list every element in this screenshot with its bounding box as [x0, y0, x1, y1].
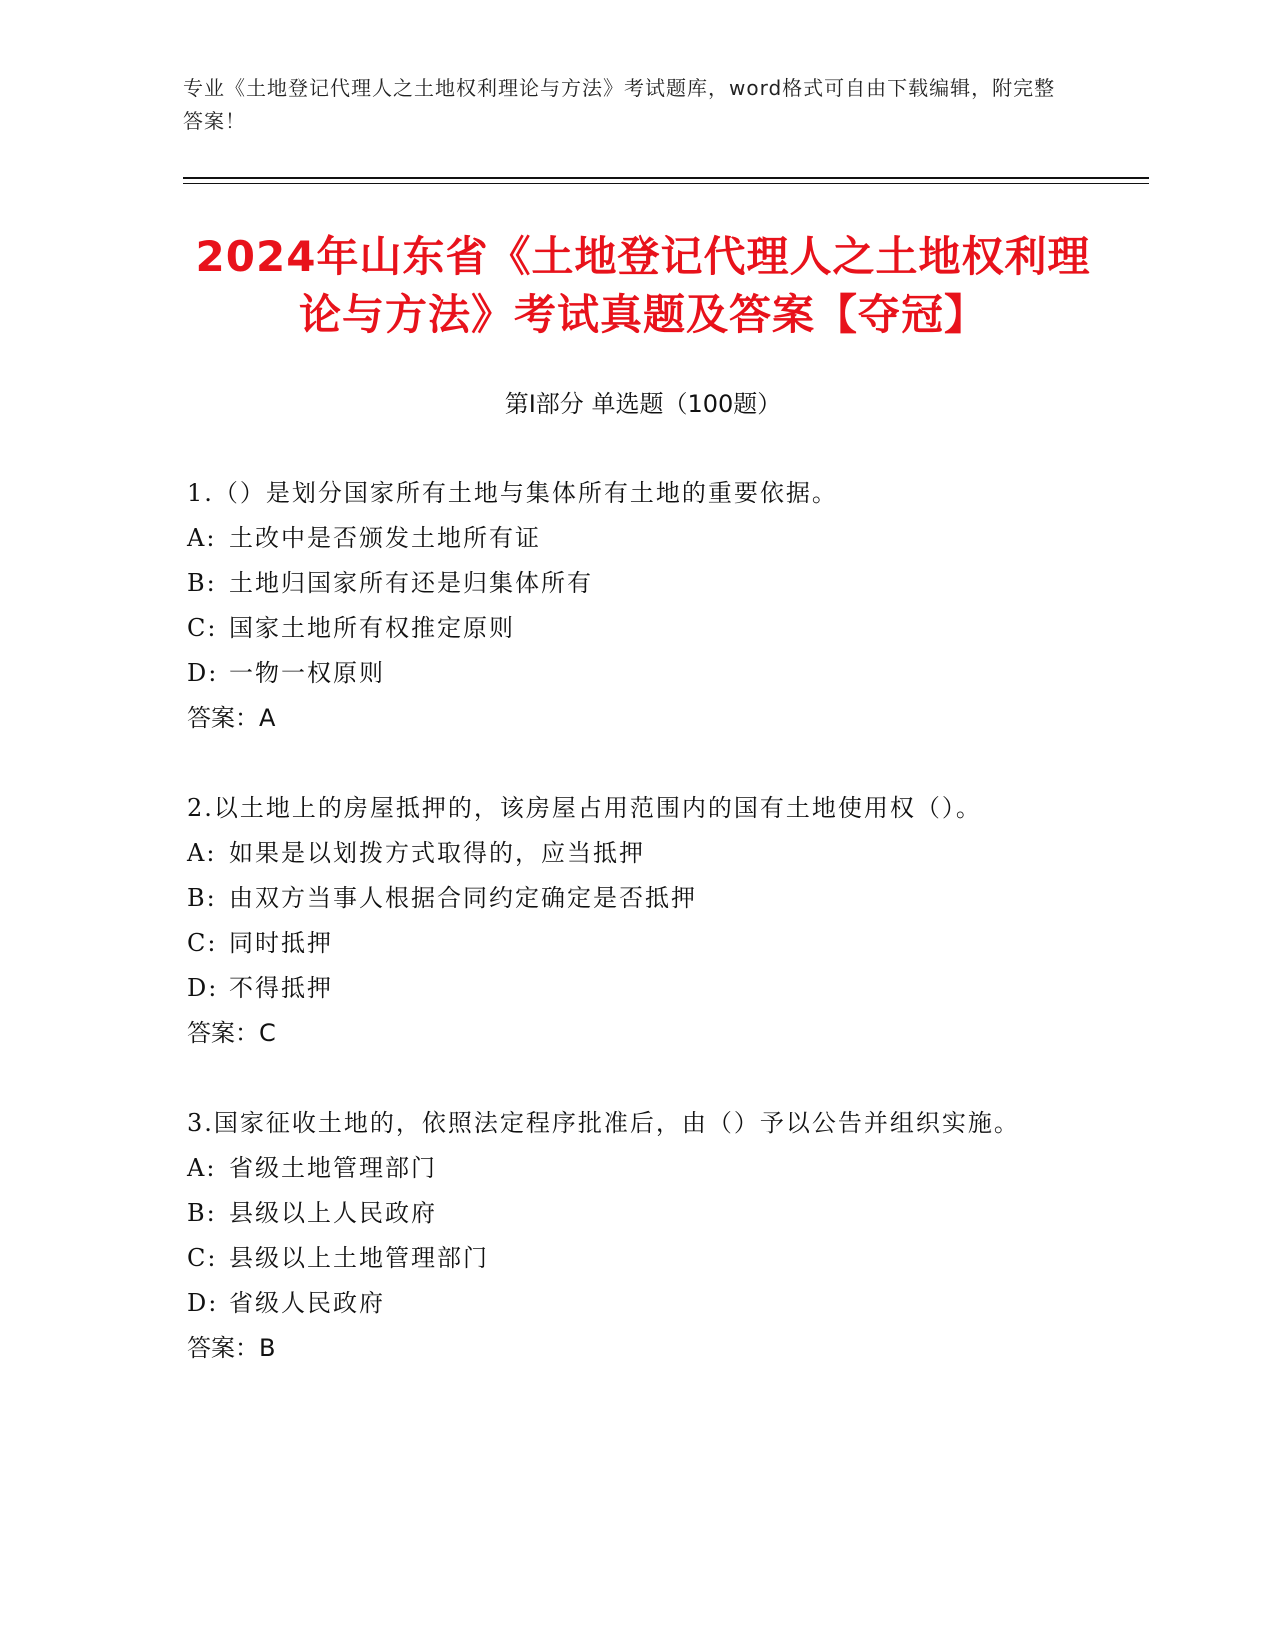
option-c: [187, 926, 1067, 960]
option-letter: D:: [187, 659, 219, 687]
question-list: [187, 476, 1067, 1421]
option-d: [187, 656, 1067, 690]
answer-line: 答案：C: [187, 1019, 276, 1047]
option-text: 省级土地管理部门: [229, 1154, 437, 1182]
option-text: 如果是以划拨方式取得的，应当抵押: [229, 839, 645, 867]
option-letter: D:: [187, 1289, 219, 1317]
option-letter: C:: [187, 1244, 218, 1272]
option-b: [187, 1196, 1067, 1230]
option-letter: A:: [187, 839, 217, 867]
option-letter: B:: [187, 1199, 217, 1227]
option-text: 土地归国家所有还是归集体所有: [229, 569, 593, 597]
option-c: [187, 611, 1067, 645]
header-divider-thin: [183, 183, 1149, 184]
question-3: [187, 1106, 1067, 1365]
option-text: 由双方当事人根据合同约定确定是否抵押: [229, 884, 697, 912]
option-a: [187, 1151, 1067, 1185]
option-b: [187, 566, 1067, 600]
header-divider: [183, 177, 1149, 179]
option-a: [187, 836, 1067, 870]
question-2: [187, 791, 1067, 1050]
answer-line: 答案：B: [187, 1334, 276, 1362]
option-text: 不得抵押: [229, 974, 333, 1002]
question-1: [187, 476, 1067, 735]
option-d: [187, 1286, 1067, 1320]
option-b: [187, 881, 1067, 915]
option-letter: C:: [187, 929, 218, 957]
section-heading: 第I部分 单选题（100题）: [504, 390, 782, 418]
option-text: 县级以上土地管理部门: [229, 1244, 489, 1272]
question-stem: 3.国家征收土地的，依照法定程序批准后，由（）予以公告并组织实施。: [187, 1109, 1020, 1137]
option-text: 土改中是否颁发土地所有证: [229, 524, 541, 552]
document-title: 2024年山东省《土地登记代理人之土地权利理论与方法》考试真题及答案【夺冠】: [195, 232, 1091, 339]
option-text: 国家土地所有权推定原则: [229, 614, 515, 642]
option-letter: A:: [187, 524, 217, 552]
header-note: 专业《土地登记代理人之土地权利理论与方法》考试题库，word格式可自由下载编辑，附完整答案！: [183, 76, 1056, 133]
option-d: [187, 971, 1067, 1005]
option-letter: C:: [187, 614, 218, 642]
question-stem: 2.以土地上的房屋抵押的，该房屋占用范围内的国有土地使用权（）。: [187, 794, 982, 822]
question-stem: 1.（）是划分国家所有土地与集体所有土地的重要依据。: [187, 479, 838, 507]
option-a: [187, 521, 1067, 555]
option-letter: B:: [187, 884, 217, 912]
option-text: 一物一权原则: [229, 659, 385, 687]
option-text: 同时抵押: [229, 929, 333, 957]
answer-line: 答案：A: [187, 704, 276, 732]
option-c: [187, 1241, 1067, 1275]
option-letter: A:: [187, 1154, 217, 1182]
option-letter: B:: [187, 569, 217, 597]
option-text: 省级人民政府: [229, 1289, 385, 1317]
option-text: 县级以上人民政府: [229, 1199, 437, 1227]
option-letter: D:: [187, 974, 219, 1002]
